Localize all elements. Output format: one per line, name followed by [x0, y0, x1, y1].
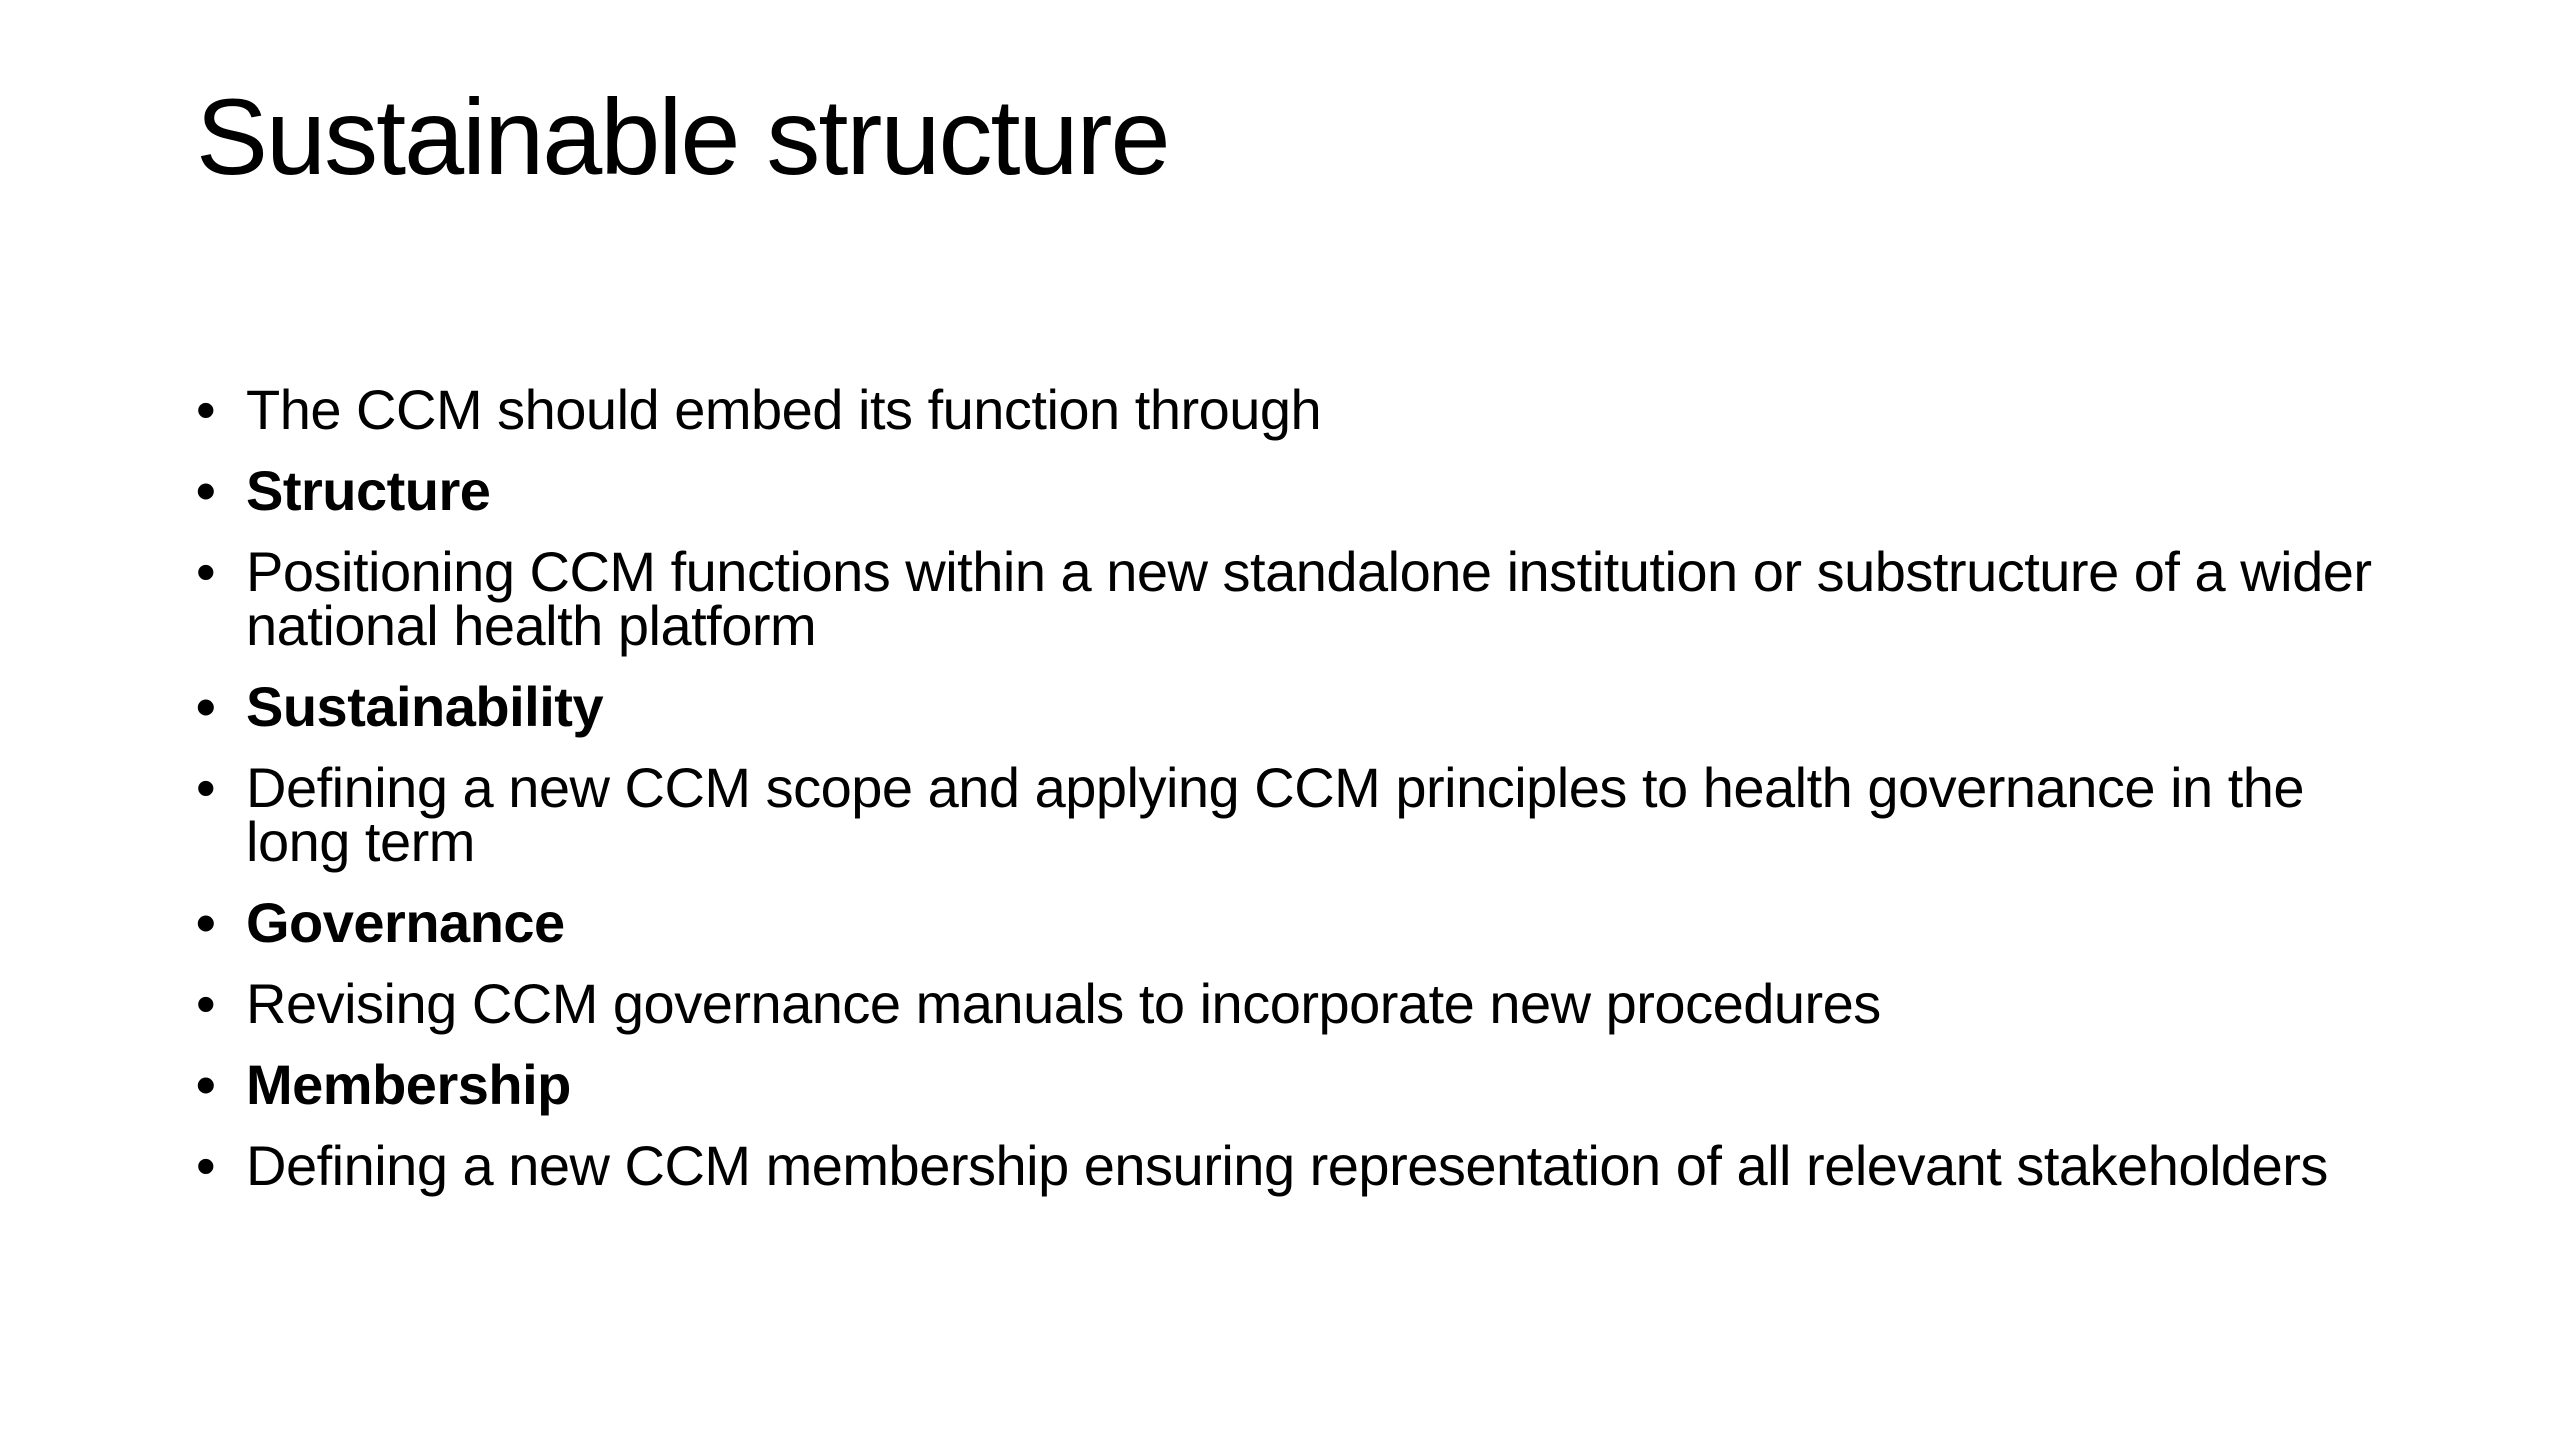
bullet-heading-membership: • Membership [196, 1058, 2396, 1112]
bullet-item: • Revising CCM governance manuals to incorporate new procedures [196, 977, 2396, 1031]
bullet-heading-governance: • Governance [196, 896, 2396, 950]
bullet-item: • Defining a new CCM membership ensuring representation of all relevant stakeholders [196, 1139, 2396, 1193]
bullet-item: • Defining a new CCM scope and applying CCM principles to health governance in the long term [196, 761, 2396, 869]
bullet-heading-sustainability: • Sustainability [196, 680, 2396, 734]
bullet-item: • The CCM should embed its function through [196, 383, 2396, 437]
bullet-list [196, 378, 2396, 1220]
slide-title: Sustainable structure [196, 76, 1169, 197]
bullet-item: • Positioning CCM functions within a new standalone institution or substructure of a wider national health platform [196, 545, 2396, 653]
bullet-heading-structure: • Structure [196, 464, 2396, 518]
